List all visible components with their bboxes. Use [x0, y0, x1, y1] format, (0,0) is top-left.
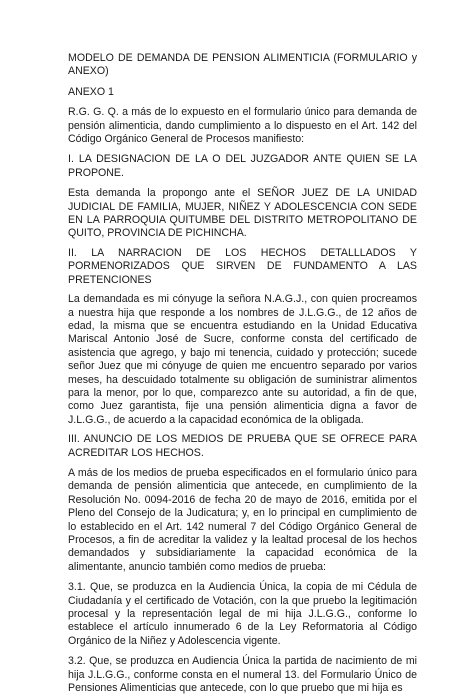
section-1-body: Esta demanda la propongo ante el SEÑOR JUEZ DE LA UNIDAD JUDICIAL DE FAMILIA, MUJER, NIÑEZ Y ADOLESCENCIA CON SEDE EN LA PARROQUIA QUITUMBE DEL DISTRITO METROPOLITANO DE QUITO, PROVINCIA DE PICHINCHA. — [68, 187, 417, 240]
section-2-body: La demandada es mi cónyuge la señora N.A.G.J., con quien procreamos a nuestra hija que responde a los nombres de J.L.G.G., de 12 años de edad, la misma que se encuentra estudiando en la Unidad Educativa Mariscal Antonio José de Sucre, conforme consta del certificado de asistencia que agrego, y bajo mi tenencia, cuidado y protección; sucede señor Juez que mi cónyuge de quien me encuentro separado por varios meses, ha descuidado totalmente su obligación de suministrar alimentos para la menor, por lo que, comparezco ante su autoridad, a fin de que, como Juez garantista, fije una pensión alimenticia digna a favor de J.L.G.G., de acuerdo a la capacidad económica de la obligada. — [68, 293, 417, 426]
document-title: MODELO DE DEMANDA DE PENSION ALIMENTICIA (FORMULARIO y ANEXO) — [68, 52, 417, 78]
item-3-1: 3.1. Que, se produzca en la Audiencia Única, la copia de mi Cédula de Ciudadanía y el certificado de Votación, con la que pruebo la legitimación procesal y la representación legal de mi hija J.L.G.G., conforme lo establece el artículo innumerado 6 de la Ley Reformatoria al Código Orgánico de la Niñez y Adolescencia vigente. — [68, 581, 417, 647]
annex-heading: ANEXO 1 — [68, 85, 114, 98]
item-3-2: 3.2. Que, se produzca en Audiencia Única la partida de nacimiento de mi hija J.L.G.G., conforme consta en el numeral 13. del Formulario Único de Pensiones Alimenticias que antecede, con lo que pruebo que mi hija es — [68, 655, 417, 695]
section-3-body: A más de los medios de prueba especificados en el formulario único para demanda de pensión alimenticia que antecede, en cumplimiento de la Resolución No. 0094-2016 de fecha 20 de mayo de 2016, emitida por el Pleno del Consejo de la Judicatura; y, en lo principal en cumplimiento de lo establecido en el Art. 142 numeral 7 del Código Orgánico General de Procesos, a fin de acreditar la validez y la lealtad procesal de los hechos demandados y subsidiariamente la capacidad económica de la alimentante, anuncio también como medios de prueba: — [68, 466, 417, 573]
section-3-heading: III. ANUNCIO DE LOS MEDIOS DE PRUEBA QUE SE OFRECE PARA ACREDITAR LOS HECHOS. — [68, 433, 417, 459]
section-1-heading: I. LA DESIGNACION DE LA O DEL JUZGADOR ANTE QUIEN SE LA PROPONE. — [68, 153, 417, 179]
section-2-heading: II. LA NARRACION DE LOS HECHOS DETALLLADOS Y PORMENORIZADOS QUE SIRVEN DE FUNDAMENTO A LAS PRETENCIONES — [68, 246, 417, 286]
intro-paragraph: R.G. G. Q. a más de lo expuesto en el formulario único para demanda de pensión alimenticia, dando cumplimiento a lo dispuesto en el Art. 142 del Código Orgánico General de Procesos manifiesto: — [68, 106, 417, 146]
